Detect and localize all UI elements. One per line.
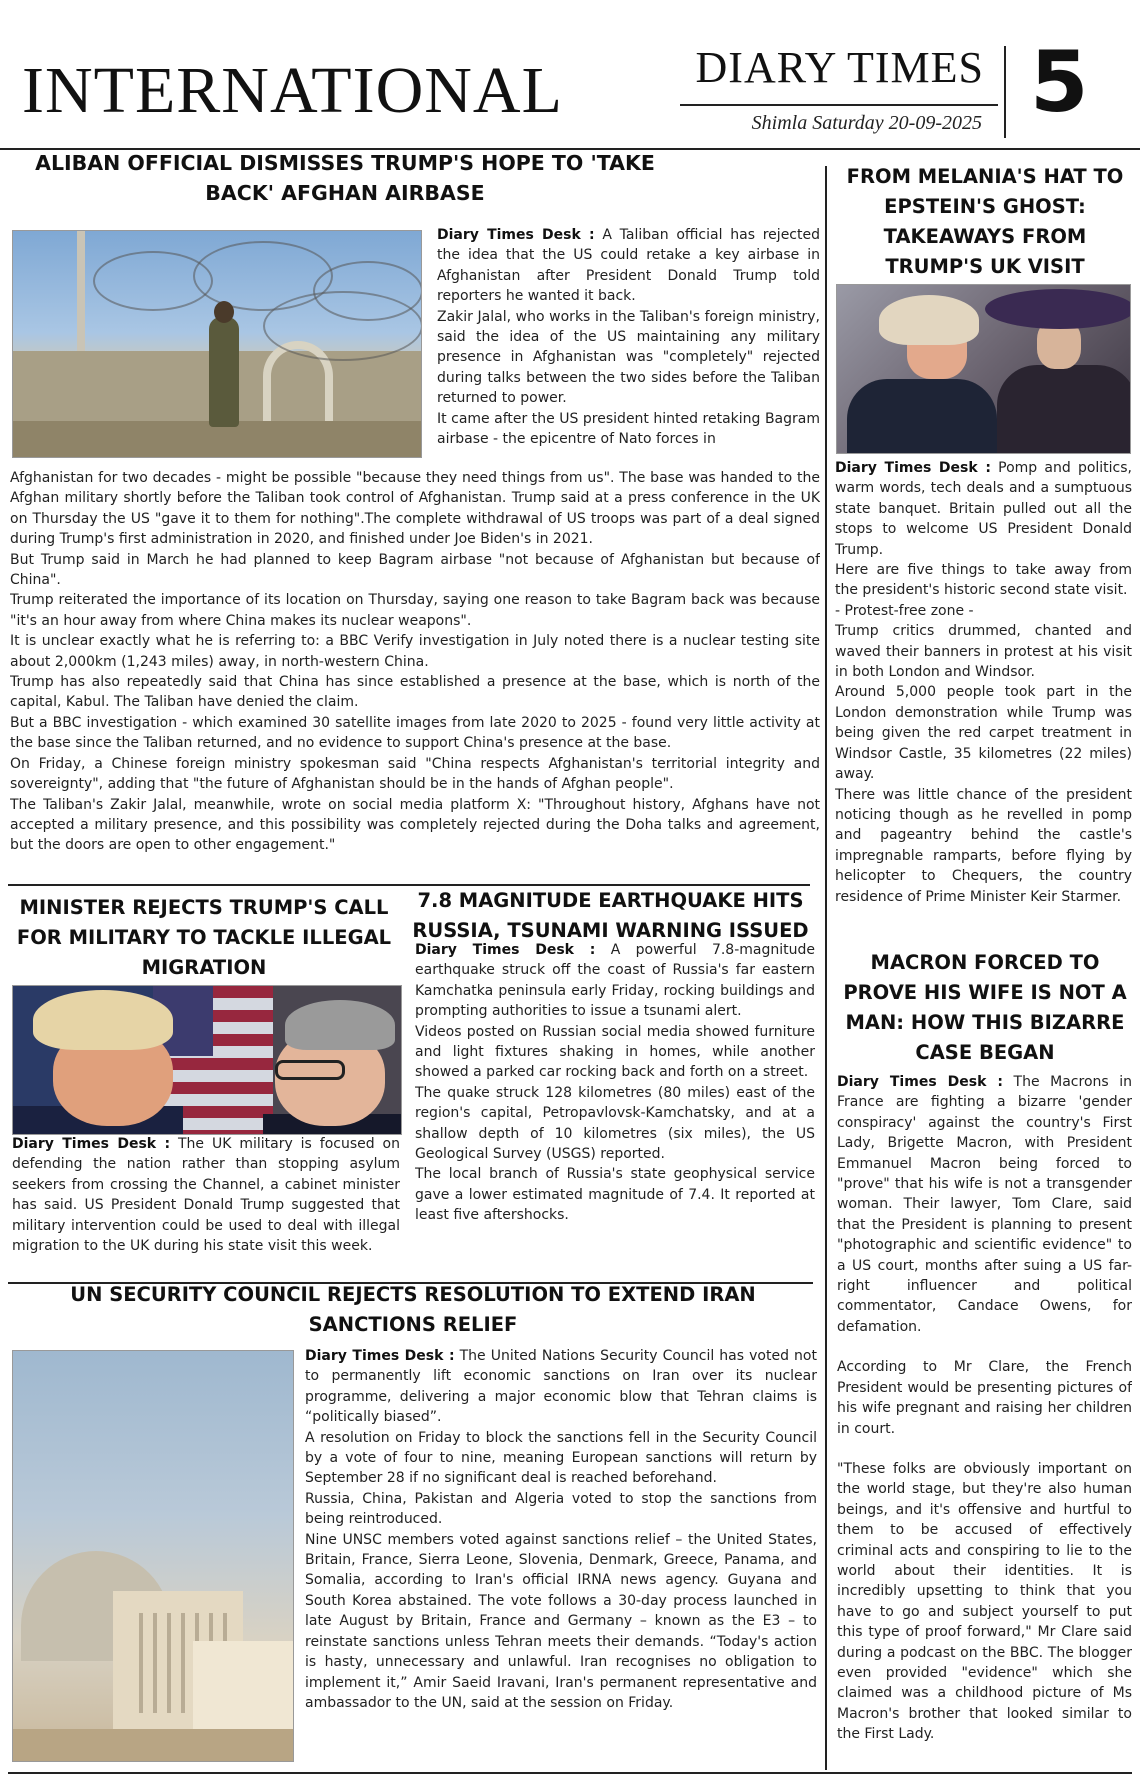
- article-paragraph: According to Mr Clare, the French President would be presenting pictures of his wife pregnant and raising her children in court.: [837, 1359, 1132, 1437]
- article-paragraph: Zakir Jalal, who works in the Taliban's foreign ministry, said the idea of the US maintaining any military presence in Afghanistan was "completely" rejected during talks between the two sides before the Taliban returned to power.: [437, 308, 820, 407]
- article-paragraph: The local branch of Russia's state geophysical service gave a lower estimated magnitude of 7.4. It reported at least five aftershocks.: [415, 1166, 815, 1224]
- column-divider: [825, 166, 827, 1770]
- article-paragraph: [12, 1134, 400, 1256]
- article-paragraph: The Taliban's Zakir Jalal, meanwhile, wrote on social media platform X: "Throughout history, Afghans have not accepted a military presence, and this possibility was completely rejected during the Doha talks and agreement, but the doors are open to other engagement.": [10, 796, 820, 854]
- photo-person-coat: [847, 379, 997, 454]
- article-paragraph: [305, 1346, 817, 1428]
- photo-person-hair: [285, 1000, 395, 1050]
- article-paragraph: Nine UNSC members voted against sanctions relief – the United States, Britain, France, Sierra Leone, Slovenia, Denmark, Greece, Panama, and Somalia, according to Iran's official IRNA news agency. Guyana and South Korea abstained. The vote follows a 30-day process launched in late August by Britain, France and Germany – known as the E3 – to reinstate sanctions unless Tehran meets their demands. “Today's action is hasty, unnecessary and unlawful. Iran recognises no obligation to implement it,” Amir Saeid Iravani, Iran's permanent representative and ambassador to the UN, said at the session on Friday.: [305, 1531, 817, 1711]
- photo-building: [193, 1641, 293, 1731]
- photo-trump-starmer: [12, 985, 402, 1135]
- article-paragraph: Russia, China, Pakistan and Algeria voted to stop the sanctions from being reintroduced.: [305, 1490, 817, 1528]
- photo-person-coat: [997, 365, 1131, 454]
- byline: Diary Times Desk :: [835, 460, 991, 476]
- photo-person-hair: [33, 990, 173, 1050]
- article-macron-body: [837, 1072, 1132, 1768]
- photo-soldier-head: [214, 301, 234, 323]
- footer-rule: [8, 1772, 1132, 1774]
- headline-earthquake: 7.8 MAGNITUDE EARTHQUAKE HITS RUSSIA, TSUNAMI WARNING ISSUED: [412, 889, 809, 942]
- article-paragraph: But a BBC investigation - which examined 30 satellite images from late 2020 to 2025 - found very little activity at the base since the Taliban returned, and no evidence to support China's presence at the base.: [10, 714, 820, 752]
- byline: Diary Times Desk :: [305, 1348, 455, 1364]
- article-paragraph: It came after the US president hinted retaking Bagram airbase - the epicentre of Nato forces in: [437, 410, 820, 448]
- photo-hat: [985, 289, 1131, 329]
- article-paragraph: On Friday, a Chinese foreign ministry spokesman said "China respects Afghanistan's territorial integrity and sovereignty", adding that "the future of Afghanistan should be in the hands of Afghan people".: [10, 755, 820, 793]
- article-paragraph: It is unclear exactly what he is referring to: a BBC Verify investigation in July noted there is a nuclear testing site about 2,000km (1,243 miles) away, in north-western China.: [10, 633, 820, 670]
- photo-wire: [263, 291, 422, 361]
- dateline: Shimla Saturday 20-09-2025: [751, 112, 982, 134]
- article-un-body: [305, 1346, 817, 1768]
- article-paragraph: Here are five things to take away from the president's historic second state visit.: [835, 562, 1132, 599]
- article-paragraph: Around 5,000 people took part in the London demonstration while Trump was being given the red carpet treatment in Windsor Castle, 35 kilometres (22 miles) away.: [835, 684, 1132, 783]
- header-divider: [1004, 46, 1006, 138]
- article-paragraph: A resolution on Friday to block the sanctions fell in the Security Council by a vote of four to nine, meaning European sanctions will return by September 28 if no significant deal is reached beforehand.: [305, 1429, 817, 1487]
- byline: Diary Times Desk :: [12, 1136, 171, 1152]
- paragraph-gap: [837, 1439, 1132, 1459]
- article-paragraph: Trump critics drummed, chanted and waved their banners in protest at his visit in both London and Windsor.: [835, 623, 1132, 681]
- article-paragraph: Afghanistan for two decades - might be possible "because they need things from us". The base was handed to the Afghan military shortly before the Taliban took control of Afghanistan. Trump said at a press conference in the UK on Thursday the US "gave it to them for nothing".The complete withdrawal of US troops was part of a deal signed during Trump's first administration in 2020, and finished under Joe Biden's in 2021.: [10, 470, 820, 548]
- headline-minister: MINISTER REJECTS TRUMP'S CALL FOR MILITARY TO TACKLE ILLEGAL MIGRATION: [16, 896, 392, 979]
- article-paragraph: Videos posted on Russian social media showed furniture and light fixtures shaking in homes, while another showed a parked car rocking back and forth on a street.: [415, 1023, 815, 1081]
- article-paragraph: [837, 1072, 1132, 1337]
- photo-glasses: [275, 1060, 345, 1080]
- article-text: A Taliban official has rejected the idea that the US could retake a key airbase in Afghanistan after President Donald Trump told reporters he wanted it back.: [437, 227, 820, 305]
- article-paragraph: Trump reiterated the importance of its location on Thursday, saying one reason to take Bagram back was because "it's an hour away from where China makes its nuclear weapons".: [10, 592, 820, 629]
- byline: Diary Times Desk :: [415, 942, 596, 958]
- photo-trump-melania: [836, 284, 1131, 454]
- article-taliban-body: [10, 468, 820, 878]
- photo-iran-plant: [12, 1350, 294, 1762]
- article-text: The UK military is focused on defending the nation rather than stopping asylum seekers from crossing the Channel, a cabinet minister has said. US President Donald Trump suggested that military intervention could be used to deal with illegal migration to the UK during his state visit this week.: [12, 1136, 400, 1255]
- photo-soldier: [209, 317, 239, 427]
- article-melania-body: [835, 458, 1132, 948]
- article-text: The United Nations Security Council has voted not to permanently lift economic sanctions on Iran over its nuclear programme, delivering a major economic blow that Tehran claims is “politically biased”.: [305, 1348, 817, 1426]
- article-paragraph: There was little chance of the president noticing though as he revelled in pomp and pageantry behind the castle's impregnable ramparts, before flying by helicopter to Chequers, the country residence of Prime Minister Keir Starmer.: [835, 786, 1132, 905]
- byline: Diary Times Desk :: [437, 227, 595, 243]
- article-minister-body: [12, 1134, 400, 1278]
- article-paragraph: [415, 940, 815, 1022]
- paragraph-gap: [837, 1337, 1132, 1357]
- article-paragraph: The quake struck 128 kilometres (80 miles) east of the region's capital, Petropavlovsk-Kamchatsky, and at a shallow depth of 10 kilometres (six miles), the US Geological Survey (USGS) reported.: [415, 1084, 815, 1163]
- article-earthquake-body: [415, 940, 815, 1280]
- article-paragraph: But Trump said in March he had planned to keep Bagram airbase "not because of Afghanistan but because of China".: [10, 551, 820, 589]
- section-title: INTERNATIONAL: [22, 54, 563, 127]
- article-paragraph: [437, 225, 820, 307]
- article-paragraph: [835, 458, 1132, 560]
- article-paragraph: - Protest-free zone -: [835, 602, 974, 619]
- headline-taliban: ALIBAN OFFICIAL DISMISSES TRUMP'S HOPE TO 'TAKE BACK' AFGHAN AIRBASE: [35, 151, 655, 205]
- article-taliban-side: [437, 225, 820, 451]
- photo-ground: [13, 1729, 294, 1762]
- article-text: The Macrons in France are fighting a bizarre 'gender conspiracy' against the country's First Lady, Brigette Macron, with President Emmanuel Macron being forced to "prove" that his wife is not a transgender woman. Their lawyer, Tom Clare, said that the President is planning to present "photographic and scientific evidence" to a US court, months after suing a US far-right influencer and political commentator, Candace Owens, for defamation.: [837, 1074, 1132, 1335]
- headline-macron: MACRON FORCED TO PROVE HIS WIFE IS NOT A MAN: HOW THIS BIZARRE CASE BEGAN: [843, 951, 1127, 1064]
- article-paragraph: Trump has also repeatedly said that China has since established a presence at the base, which is north of the capital, Kabul. The Taliban have denied the claim.: [10, 674, 820, 711]
- article-text: A powerful 7.8-magnitude earthquake struck off the coast of Russia's far eastern Kamchatka peninsula early Friday, rocking buildings and prompting authorities to issue a tsunami alert.: [415, 942, 815, 1020]
- byline: Diary Times Desk :: [837, 1074, 1003, 1090]
- photo-taliban-guard: [12, 230, 422, 458]
- page-number: 5: [1030, 33, 1089, 131]
- masthead-rule: [680, 104, 998, 106]
- article-text: Pomp and politics, warm words, tech deals and a sumptuous state banquet. Britain pulled out all the stops to welcome US President Donald Trump.: [835, 460, 1132, 558]
- headline-melania: FROM MELANIA'S HAT TO EPSTEIN'S GHOST: TAKEAWAYS FROM TRUMP'S UK VISIT: [846, 165, 1124, 278]
- masthead: DIARY TIMES: [695, 43, 984, 92]
- headline-un: UN SECURITY COUNCIL REJECTS RESOLUTION TO EXTEND IRAN SANCTIONS RELIEF: [70, 1283, 756, 1336]
- photo-person-hair: [879, 295, 979, 345]
- article-paragraph: "These folks are obviously important on the world stage, but they're also human beings, and it's offensive and hurtful to them to be accused of effectively criminal acts and conspiring to lie to the world about their identities. It is incredibly upsetting to think that you have to go and subject yourself to put this type of proof forward," Mr Clare said during a podcast on the BBC. The blogger even provided "evidence" which she claimed was a childhood picture of Ms Macron's brother that looked similar to the First Lady.: [837, 1460, 1132, 1743]
